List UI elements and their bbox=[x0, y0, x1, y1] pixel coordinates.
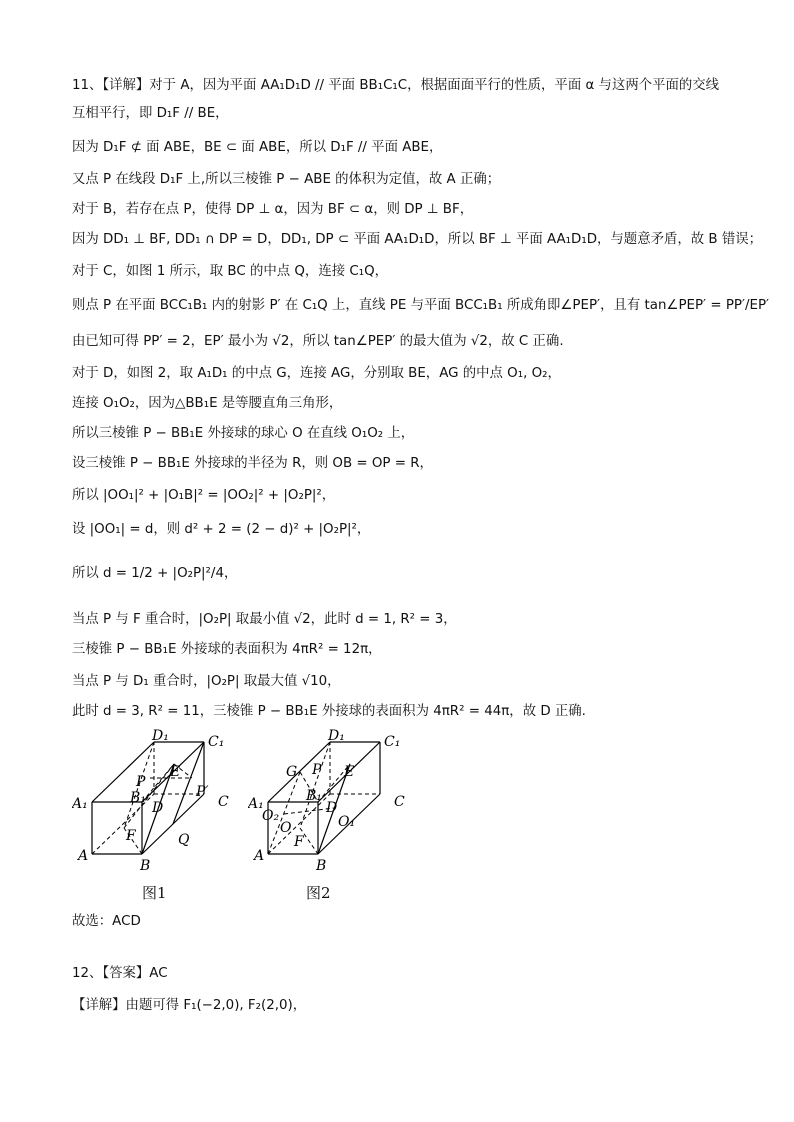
q11-line-15: 设 |OO₁| = d，则 d² + 2 = (2 − d)² + |O₂P|²， bbox=[72, 522, 371, 537]
fig1-label-d: D bbox=[152, 800, 164, 816]
fig1-label-a: A bbox=[78, 848, 89, 864]
q11-line-14: 所以 |OO₁|² + |O₁B|² = |OO₂|² + |O₂P|²， bbox=[72, 488, 336, 503]
q12-answer: 12、【答案】AC bbox=[72, 966, 168, 981]
fig1-label-q: Q bbox=[178, 832, 190, 848]
fig2-label-f: F bbox=[294, 834, 304, 850]
fig2-label-b1: B₁ bbox=[306, 788, 322, 804]
q11-line-8: 则点 P 在平面 BCC₁B₁ 内的射影 P′ 在 C₁Q 上，直线 PE 与平面 BCC₁B₁ 所成角即∠PEP′，且有 tan∠PEP′ = PP′/EP′ bbox=[72, 298, 770, 313]
q11-line-5: 对于 B，若存在点 P，使得 DP ⊥ α，因为 BF ⊂ α，则 DP ⊥ BF， bbox=[72, 202, 474, 217]
q12-detail: 【详解】由题可得 F₁(−2,0), F₂(2,0)， bbox=[72, 998, 307, 1013]
q11-line-10: 对于 D，如图 2，取 A₁D₁ 的中点 G，连接 AG，分别取 BE，AG 的中点 O₁, O₂， bbox=[72, 366, 561, 381]
q11-line-11: 连接 O₁O₂，因为△BB₁E 是等腰直角三角形， bbox=[72, 396, 343, 411]
fig2-label-g: G bbox=[286, 764, 298, 780]
q11-line-3: 因为 D₁F ⊄ 面 ABE，BE ⊂ 面 ABE，所以 D₁F // 平面 ABE， bbox=[72, 140, 443, 155]
fig2-label-a: A bbox=[254, 848, 265, 864]
q11-line-18: 三棱锥 P − BB₁E 外接球的表面积为 4πR² = 12π， bbox=[72, 642, 382, 657]
fig1-label-c1: C₁ bbox=[208, 734, 225, 750]
q11-choice: 故选：ACD bbox=[72, 914, 141, 929]
fig2-label-c1: C₁ bbox=[384, 734, 401, 750]
fig1-label-f: F bbox=[126, 828, 136, 844]
figure-1-diagram bbox=[72, 728, 242, 878]
q11-line-20: 此时 d = 3, R² = 11，三棱锥 P − BB₁E 外接球的表面积为 4πR² = 44π，故 D 正确. bbox=[72, 704, 586, 719]
fig1-label-b1: B₁ bbox=[130, 790, 146, 806]
q11-line-9: 由已知可得 PP′ = 2，EP′ 最小为 √2，所以 tan∠PEP′ 的最大值为 √2，故 C 正确. bbox=[72, 334, 564, 349]
fig2-label-o2: O₂ bbox=[262, 808, 280, 824]
fig2-label-a1: A₁ bbox=[248, 796, 264, 812]
fig2-label-d1: D₁ bbox=[328, 728, 345, 744]
figure-2-caption: 图2 bbox=[306, 884, 331, 902]
q11-line-13: 设三棱锥 P − BB₁E 外接球的半径为 R，则 OB = OP = R， bbox=[72, 456, 433, 471]
fig1-label-p: P bbox=[136, 774, 146, 790]
fig2-label-b: B bbox=[316, 858, 327, 874]
fig2-label-p: P bbox=[312, 762, 322, 778]
fig2-label-c: C bbox=[394, 794, 405, 810]
q11-line-7: 对于 C，如图 1 所示，取 BC 的中点 Q，连接 C₁Q， bbox=[72, 264, 389, 279]
fig1-label-d1: D₁ bbox=[152, 728, 169, 744]
q11-line-19: 当点 P 与 D₁ 重合时，|O₂P| 取最大值 √10， bbox=[72, 674, 341, 689]
q11-line-1: 11、【详解】对于 A，因为平面 AA₁D₁D // 平面 BB₁C₁C，根据面面平行的性质，平面 α 与这两个平面的交线 bbox=[72, 78, 720, 93]
q11-line-16: 所以 d = 1/2 + |O₂P|²/4， bbox=[72, 566, 238, 581]
q11-line-17: 当点 P 与 F 重合时，|O₂P| 取最小值 √2，此时 d = 1, R² = 3， bbox=[72, 612, 457, 627]
fig2-label-o: O bbox=[280, 820, 292, 836]
q11-line-2: 互相平行，即 D₁F // BE， bbox=[72, 106, 229, 121]
figure-1-caption: 图1 bbox=[142, 884, 167, 902]
figures-area bbox=[72, 728, 432, 908]
fig1-label-e: E bbox=[170, 764, 181, 780]
figure-2-diagram bbox=[248, 728, 418, 878]
fig1-label-p-prime: P′ bbox=[196, 784, 209, 800]
fig1-label-c: C bbox=[218, 794, 229, 810]
fig2-label-o1: O₁ bbox=[338, 814, 356, 830]
fig2-label-e: E bbox=[344, 764, 355, 780]
q11-line-6: 因为 DD₁ ⊥ BF, DD₁ ∩ DP = D，DD₁, DP ⊂ 平面 AA₁D₁D，所以 BF ⊥ 平面 AA₁D₁D，与题意矛盾，故 B 错误； bbox=[72, 232, 763, 247]
fig1-label-a1: A₁ bbox=[72, 796, 88, 812]
q11-line-4: 又点 P 在线段 D₁F 上,所以三棱锥 P − ABE 的体积为定值，故 A 正确； bbox=[72, 172, 501, 187]
q11-line-12: 所以三棱锥 P − BB₁E 外接球的球心 O 在直线 O₁O₂ 上， bbox=[72, 426, 415, 441]
fig2-label-d: D bbox=[326, 800, 338, 816]
fig1-label-b: B bbox=[140, 858, 151, 874]
